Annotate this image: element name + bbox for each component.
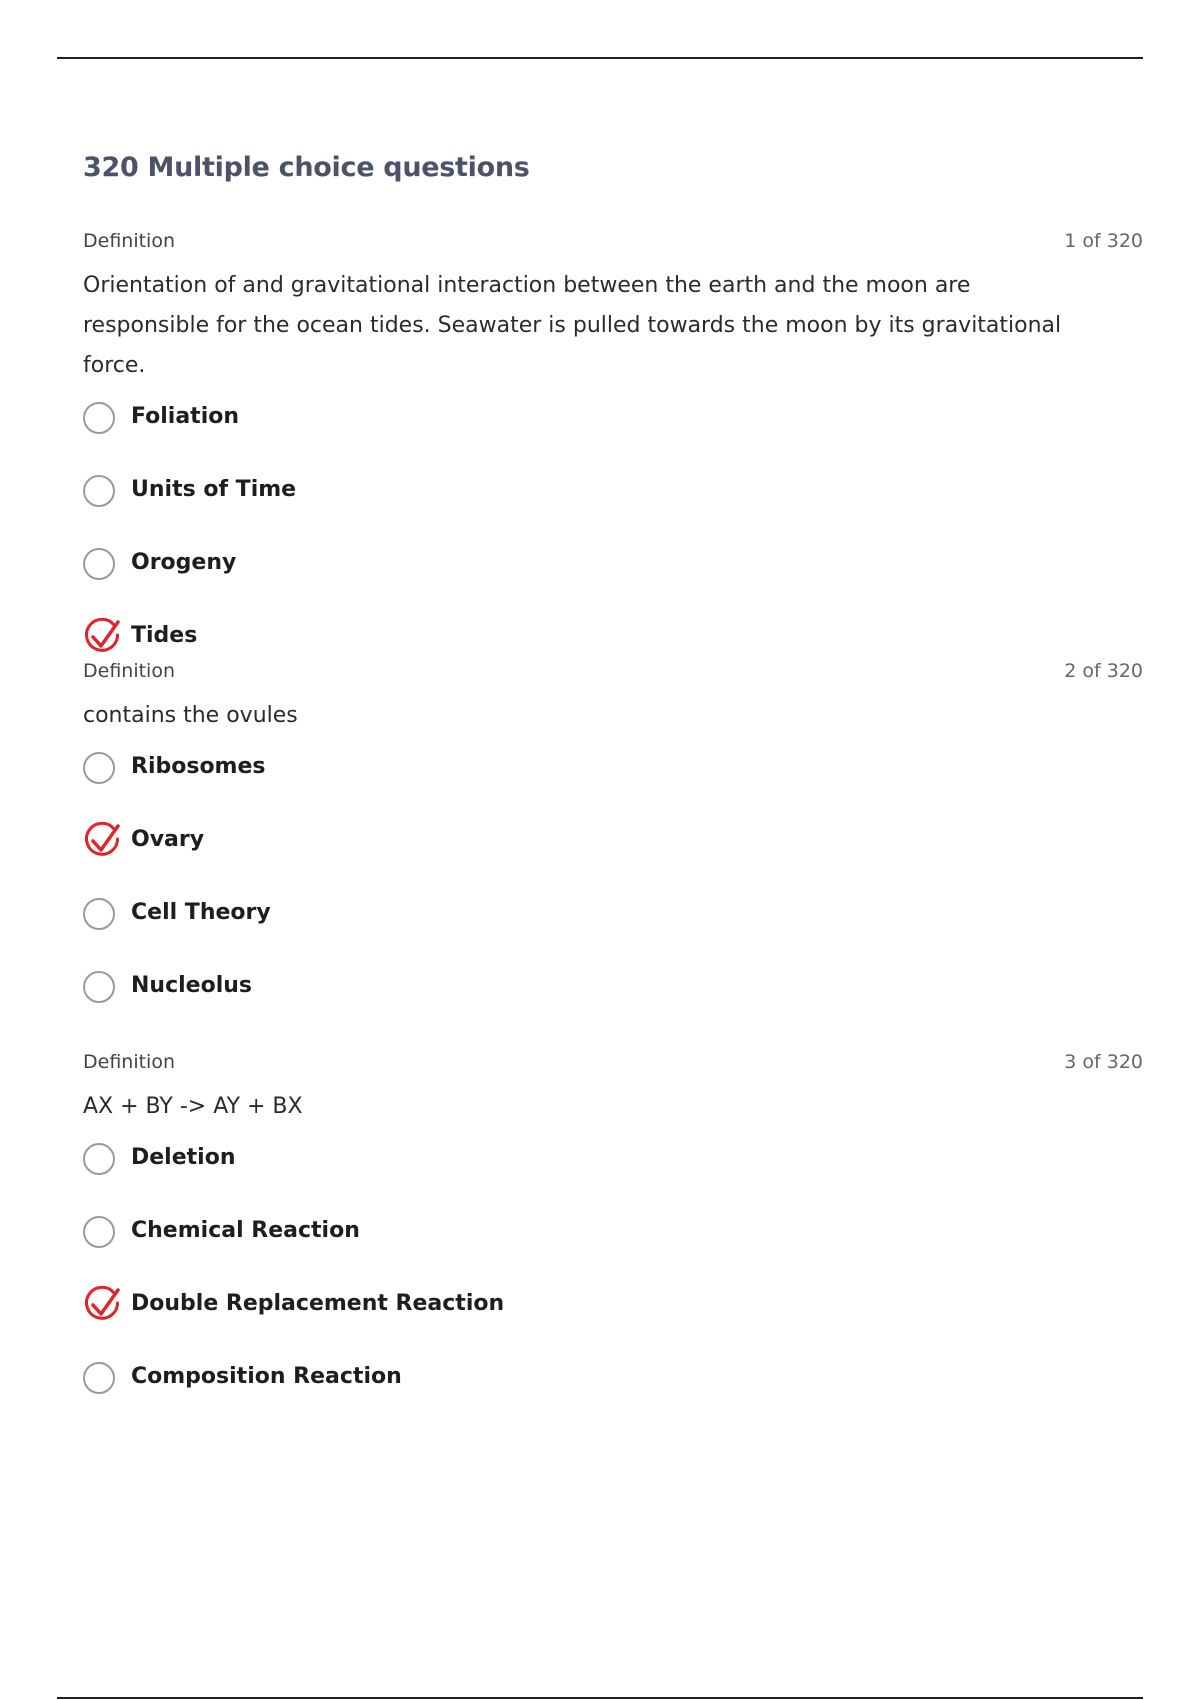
answer-label: Units of Time	[131, 477, 297, 502]
answer-option[interactable]	[83, 971, 1143, 1044]
answer-option[interactable]	[83, 1289, 1143, 1362]
question-header	[83, 1051, 1143, 1077]
question-header	[83, 660, 1143, 686]
answer-option[interactable]	[83, 475, 1143, 548]
answer-options	[83, 752, 1143, 1044]
answer-label: Ovary	[131, 827, 205, 852]
top-rule	[57, 57, 1143, 59]
question-text: AX + BY -> AY + BX	[83, 1094, 303, 1119]
answer-option[interactable]	[83, 752, 1143, 825]
answer-label: Composition Reaction	[131, 1364, 402, 1389]
radio-circle-icon[interactable]	[83, 752, 115, 784]
radio-circle-icon[interactable]	[83, 1216, 115, 1248]
red-check-circle-icon	[83, 1284, 123, 1326]
bottom-rule	[57, 1697, 1143, 1699]
red-check-circle-icon	[83, 820, 123, 862]
answer-option[interactable]	[83, 898, 1143, 971]
radio-circle-icon[interactable]	[83, 548, 115, 580]
red-check-circle-icon	[83, 616, 123, 658]
question-text: Orientation of and gravitational interaction between the earth and the moon are responsible for the ocean tides. Seawater is pulled towards the moon by its gravitational force.	[83, 273, 1062, 378]
radio-circle-icon[interactable]	[83, 402, 115, 434]
answer-options	[83, 402, 1143, 694]
radio-circle-icon[interactable]	[83, 898, 115, 930]
answer-options	[83, 1143, 1143, 1435]
radio-circle-icon[interactable]	[83, 475, 115, 507]
question-type: Definition	[83, 660, 176, 682]
answer-option[interactable]	[83, 1362, 1143, 1435]
answer-option[interactable]	[83, 402, 1143, 475]
question-card	[83, 1051, 1143, 1435]
question-type: Definition	[83, 230, 176, 252]
question-header	[83, 230, 1143, 256]
answer-label: Chemical Reaction	[131, 1218, 360, 1243]
answer-label: Orogeny	[131, 550, 237, 575]
radio-circle-icon[interactable]	[83, 1143, 115, 1175]
answer-option[interactable]	[83, 1143, 1143, 1216]
answer-label: Foliation	[131, 404, 240, 429]
radio-circle-icon[interactable]	[83, 971, 115, 1003]
question-counter: 2 of 320	[1064, 660, 1143, 682]
answer-option[interactable]	[83, 825, 1143, 898]
question-card	[83, 230, 1143, 694]
question-text: contains the ovules	[83, 703, 298, 728]
question-counter: 3 of 320	[1064, 1051, 1143, 1073]
answer-label: Double Replacement Reaction	[131, 1291, 505, 1316]
page-title: 320 Multiple choice questions	[83, 152, 530, 183]
answer-option[interactable]	[83, 1216, 1143, 1289]
answer-option[interactable]	[83, 548, 1143, 621]
question-type: Definition	[83, 1051, 176, 1073]
answer-label: Cell Theory	[131, 900, 271, 925]
radio-circle-icon[interactable]	[83, 1362, 115, 1394]
answer-label: Ribosomes	[131, 754, 266, 779]
answer-label: Deletion	[131, 1145, 236, 1170]
answer-label: Nucleolus	[131, 973, 252, 998]
question-card	[83, 660, 1143, 1044]
question-counter: 1 of 320	[1064, 230, 1143, 252]
answer-label: Tides	[131, 623, 198, 648]
